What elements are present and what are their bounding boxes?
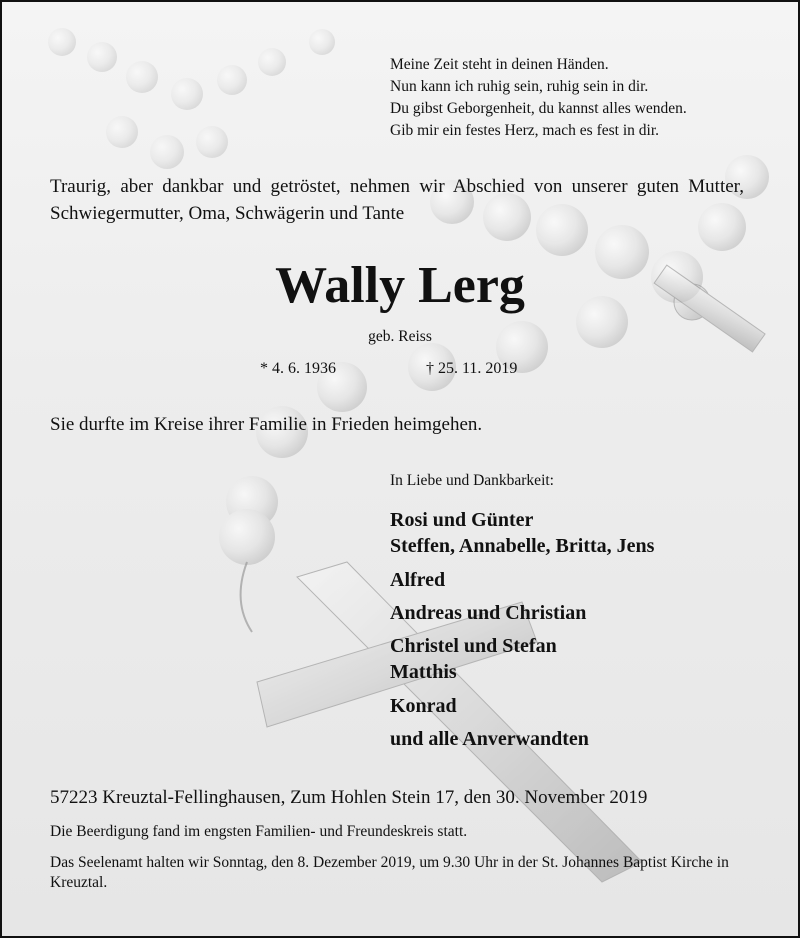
family-member: und alle Anverwandten: [390, 728, 589, 750]
family-member: Alfred: [390, 569, 446, 591]
intro-text: Traurig, aber dankbar und getröstet, nehmen wir Abschied von unserer guten Mutter, Schwiegermutter, Oma, Schwägerin und Tante: [50, 176, 744, 224]
obituary-content: [2, 2, 798, 936]
maiden-name: geb. Reiss: [368, 328, 432, 345]
poem: [390, 54, 687, 142]
poem-line: Meine Zeit steht in deinen Händen.: [390, 56, 609, 73]
birth-date: * 4. 6. 1936: [260, 360, 336, 377]
family-member: Rosi und Günter: [390, 509, 534, 531]
deceased-name: Wally Lerg: [275, 257, 525, 314]
family-member: Konrad: [390, 695, 457, 717]
family-member: Matthis: [390, 661, 457, 683]
address-line: 57223 Kreuztal-Fellinghausen, Zum Hohlen Stein 17, den 30. November 2019: [50, 787, 648, 808]
mass-note: Das Seelenamt halten wir Sonntag, den 8. Dezember 2019, um 9.30 Uhr in der St. Johannes Baptist Kirche in Kreuztal.: [50, 854, 729, 891]
poem-line: Du gibst Geborgenheit, du kannst alles wenden.: [390, 100, 687, 117]
thanks-text: In Liebe und Dankbarkeit:: [390, 472, 554, 489]
family-member: Steffen, Annabelle, Britta, Jens: [390, 535, 655, 557]
family-member: Christel und Stefan: [390, 635, 557, 657]
family-member: Andreas und Christian: [390, 602, 587, 624]
funeral-note: Die Beerdigung fand im engsten Familien- und Freundeskreis statt.: [50, 823, 468, 840]
peace-text: Sie durfte im Kreise ihrer Familie in Frieden heimgehen.: [50, 414, 483, 435]
poem-line: Nun kann ich ruhig sein, ruhig sein in dir.: [390, 78, 649, 95]
poem-line: Gib mir ein festes Herz, mach es fest in dir.: [390, 122, 660, 139]
death-date: † 25. 11. 2019: [426, 360, 518, 377]
